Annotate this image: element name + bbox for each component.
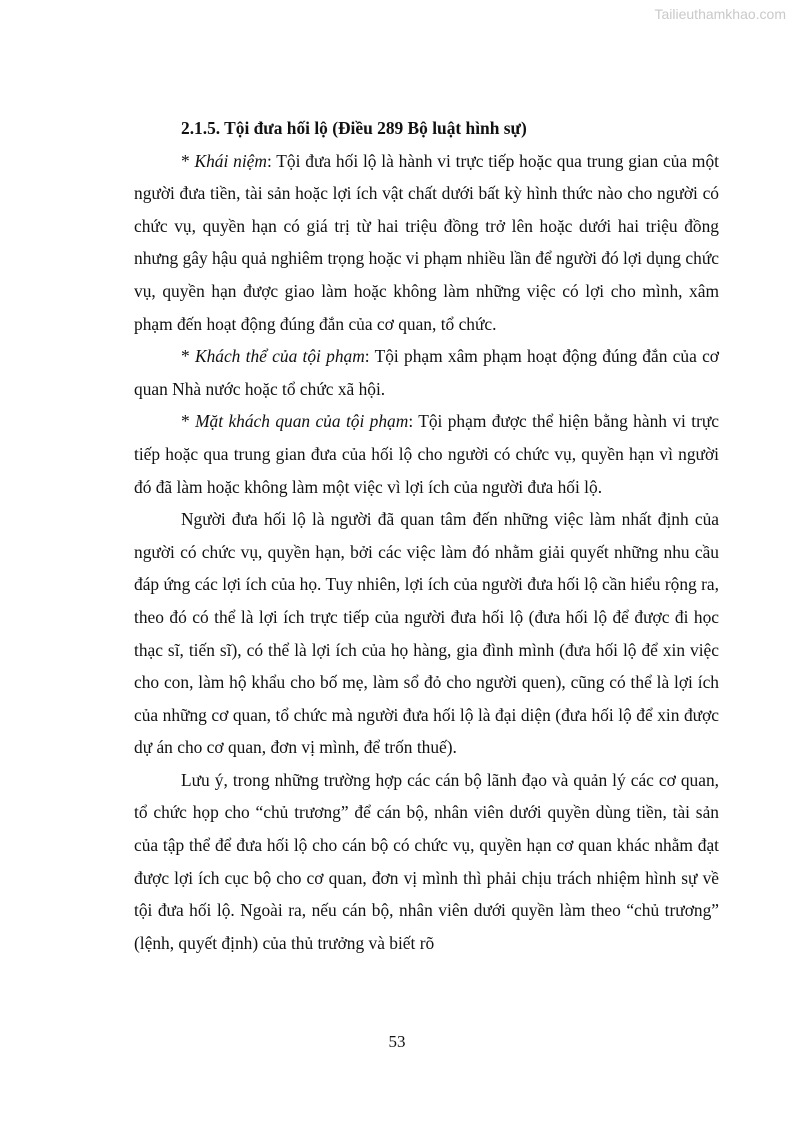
paragraph-khai-niem — [134, 145, 719, 341]
paragraph-text: : Tội đưa hối lộ là hành vi trực tiếp hoặc qua trung gian của một người đưa tiền, tài sản hoặc lợi ích vật chất dưới bất kỳ hình thức nào cho người có chức vụ, quyền hạn có giá trị từ hai triệu đồng trở lên hoặc dưới hai triệu đồng nhưng gây hậu quả nghiêm trọng hoặc vi phạm nhiều lần để người đó lợi dụng chức vụ, quyền hạn được giao làm hoặc không làm những việc có lợi cho mình, xâm phạm đến hoạt động đúng đắn của cơ quan, tổ chức. — [134, 150, 719, 334]
paragraph-text: : Tội phạm xâm phạm hoạt động đúng đắn của cơ quan Nhà nước hoặc tổ chức xã hội. — [134, 346, 719, 399]
paragraph-luu-y: Lưu ý, trong những trường hợp các cán bộ lãnh đạo và quản lý các cơ quan, tổ chức họp cho “chủ trương” để cán bộ, nhân viên dưới quyền dùng tiền, tài sản của tập thể để đưa hối lộ cho cán bộ có chức vụ, quyền hạn cơ quan khác nhằm đạt được lợi ích cục bộ cho cơ quan, đơn vị mình thì phải chịu trách nhiệm hình sự về tội đưa hối lộ. Ngoài ra, nếu cán bộ, nhân viên dưới quyền làm theo “chủ trương” (lệnh, quyết định) của thủ trưởng và biết rõ — [134, 769, 719, 953]
term-khach-the: Khách thể của tội phạm — [194, 346, 365, 367]
paragraph-text: : Tội phạm được thể hiện bằng hành vi trực tiếp hoặc qua trung gian đưa của hối lộ cho người có chức vụ, quyền hạn vì người đó đã làm hoặc không làm một việc vì lợi ích của người đưa hối lộ. — [134, 411, 720, 497]
paragraph-nguoi-dua-hoi-lo: Người đưa hối lộ là người đã quan tâm đến những việc làm nhất định của người có chức vụ, quyền hạn, bởi các việc làm đó nhằm giải quyết những nhu cầu đáp ứng các lợi ích của họ. Tuy nhiên, lợi ích của người đưa hối lộ cần hiểu rộng ra, theo đó có thể là lợi ích trực tiếp của người đưa hối lộ (đưa hối lộ để được đi học thạc sĩ, tiến sĩ), có thể là lợi ích của họ hàng, gia đình mình (đưa hối lộ để xin việc cho con, làm hộ khẩu cho bố mẹ, làm sổ đỏ cho người quen), cũng có thể là lợi ích của những cơ quan, tổ chức mà người đưa hối lộ là đại diện (đưa hối lộ để xin được dự án cho cơ quan, đơn vị mình, để trốn thuế). — [134, 509, 719, 758]
paragraph-mat-khach-quan — [134, 405, 719, 503]
term-mat-khach-quan: Mặt khách quan của tội phạm — [195, 411, 409, 432]
paragraph-khach-the — [134, 340, 719, 405]
section-heading: 2.1.5. Tội đưa hối lộ (Điều 289 Bộ luật hình sự) — [181, 118, 527, 138]
bullet-prefix: * — [181, 150, 195, 171]
watermark: Tailieuthamkhao.com — [654, 6, 786, 22]
document-body — [134, 112, 719, 959]
bullet-prefix: * — [181, 411, 196, 432]
bullet-prefix: * — [181, 346, 195, 367]
term-khai-niem: Khái niệm — [194, 150, 267, 171]
page-number: 53 — [388, 1032, 406, 1051]
